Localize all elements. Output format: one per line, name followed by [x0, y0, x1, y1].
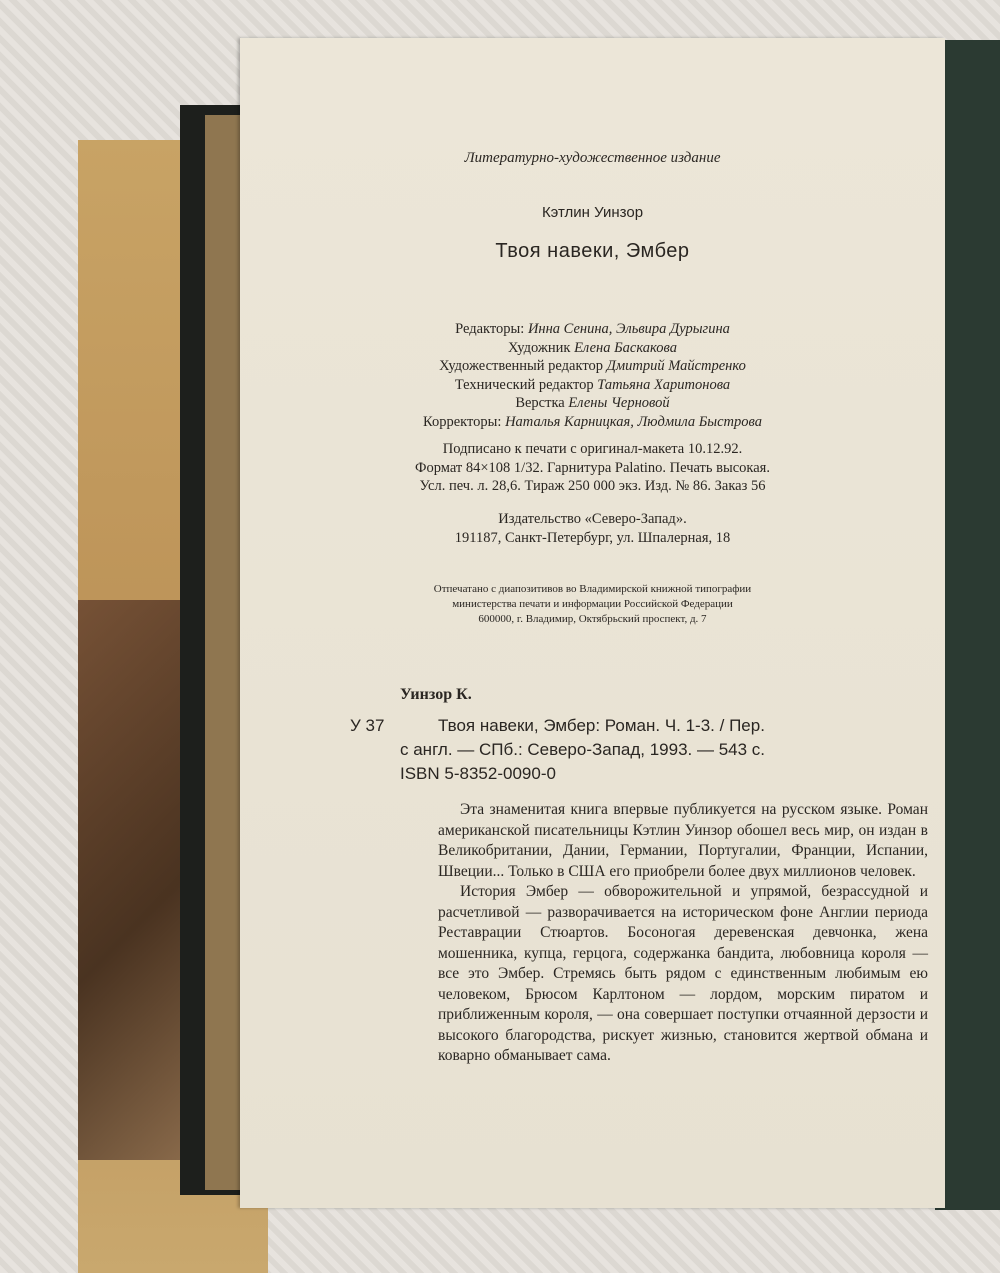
credit-proofreaders: Корректоры: Наталья Карницкая, Людмила Быстрова — [423, 413, 762, 430]
credit-artist: Художник Елена Баскакова — [508, 339, 677, 356]
author-name: Кэтлин Уинзор — [541, 204, 644, 221]
catalog-line: Твоя навеки, Эмбер: Роман. Ч. 1-3. / Пер. — [438, 716, 765, 735]
credit-layout: Верстка Елены Черновой — [515, 395, 670, 411]
annotation — [438, 800, 928, 1067]
annotation-paragraph: Эта знаменитая книга впервые публикуется на русском языке. Роман американской писательницы Кэтлин Уинзор обошел весь мир, он издан в Великобритании, Дании, Германии, Португалии, Франции, Испании, Швеции... Только в США его приобрели более двух миллионов человек. — [438, 801, 928, 880]
printer-line: министерства печати и информации Российской Федерации — [452, 598, 733, 610]
imprint-page — [240, 38, 945, 1208]
print-info-line: Формат 84×108 1/32. Гарнитура Palatino. Печать высокая. — [415, 459, 770, 476]
book-cover-edge — [205, 115, 245, 1190]
credit-art-editor: Художественный редактор Дмитрий Майстренко — [439, 358, 746, 374]
edition-type: Литературно-художественное издание — [464, 150, 721, 166]
catalog-line: ISBN 5-8352-0090-0 — [400, 764, 556, 783]
print-info-line: Подписано к печати с оригинал-макета 10.12.92. — [442, 441, 743, 457]
catalog-author-heading: Уинзор К. — [400, 686, 472, 703]
catalog-line: с англ. — СПб.: Северо-Запад, 1993. — 543 с. — [400, 740, 766, 759]
publisher-line: 191187, Санкт-Петербург, ул. Шпалерная, 18 — [454, 530, 731, 546]
credit-tech-editor: Технический редактор Татьяна Харитонова — [454, 376, 731, 393]
print-info-line: Усл. печ. л. 28,6. Тираж 250 000 экз. Изд. № 86. Заказ 56 — [419, 478, 766, 494]
catalog-code: У 37 — [350, 716, 385, 735]
annotation-paragraph: История Эмбер — обворожительной и упрямой, безрассудной и расчетливой — разворачивается на историческом фоне Англии периода Реставрации Стюартов. Босоногая деревенская девчонка, жена мошенника, купца, герцога, содержанка бандита, любовница короля — все это Эмбер. Стремясь быть рядом с единственным любимым ею человеком, Брюсом Карлтоном — лордом, морским пиратом и приближенным короля, — она совершает поступки отчаянной дерзости и высокого благородства, рискует жизнью, становится жертвой обмана и коварно обманывает сама. — [438, 883, 928, 1064]
book-title: Твоя навеки, Эмбер — [495, 240, 690, 262]
printer-line: 600000, г. Владимир, Октябрьский проспект, д. 7 — [478, 613, 707, 625]
publisher-line: Издательство «Северо-Запад». — [498, 511, 687, 527]
credit-editors: Редакторы: Инна Сенина, Эльвира Дурыгина — [455, 321, 730, 337]
printer-line: Отпечатано с диапозитивов во Владимирской книжной типографии — [433, 583, 752, 595]
